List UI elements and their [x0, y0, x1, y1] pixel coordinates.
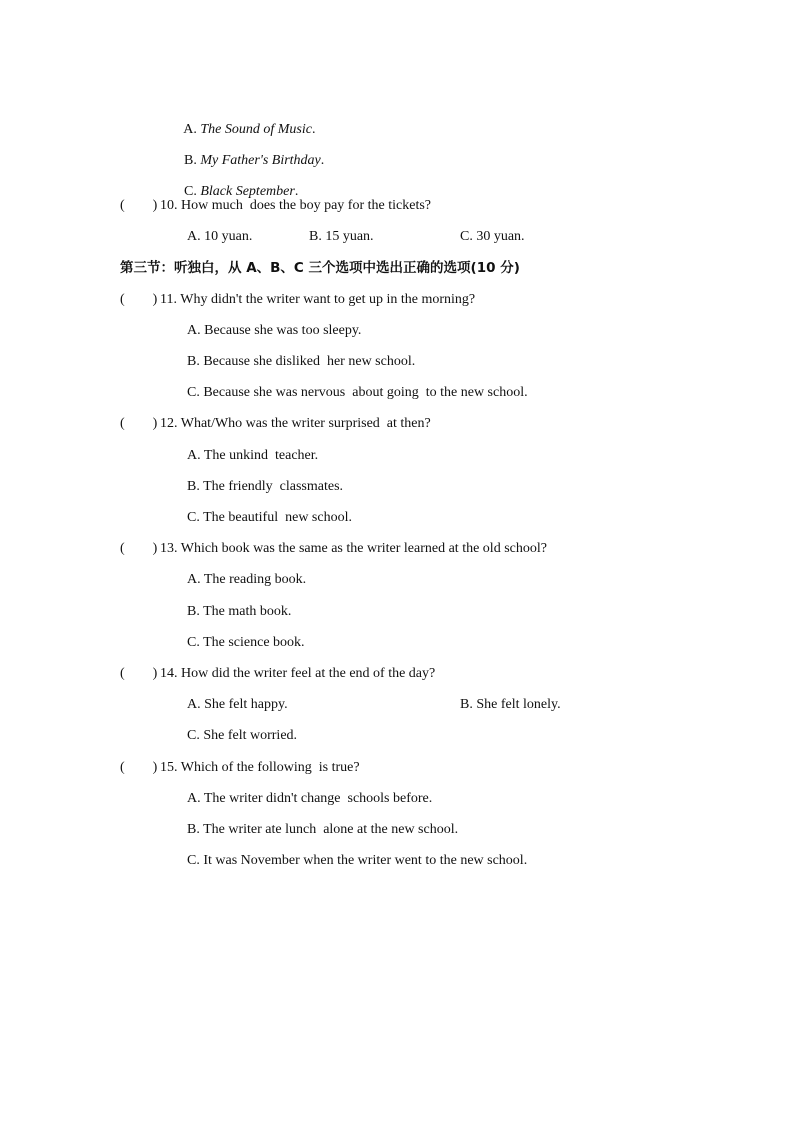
option: A. Because she was too sleepy.: [187, 323, 362, 338]
option: A. The unkind teacher.: [187, 448, 319, 463]
option: A. 10 yuan.: [187, 229, 253, 244]
question-stem: 14. How did the writer feel at the end of the day?: [160, 666, 436, 681]
option-title: Black September: [200, 184, 295, 199]
question-stem: 12. What/Who was the writer surprised at then?: [160, 416, 431, 431]
option: B. Because she disliked her new school.: [187, 354, 416, 369]
option: A. The writer didn't change schools before.: [187, 791, 433, 806]
option: A. She felt happy.: [187, 697, 288, 712]
answer-blank[interactable]: ( ): [120, 198, 158, 213]
option: B. The writer ate lunch alone at the new school.: [187, 822, 459, 837]
answer-blank[interactable]: ( ): [120, 666, 158, 681]
question-stem: 11. Why didn't the writer want to get up in the morning?: [160, 292, 476, 307]
option-suffix: .: [294, 184, 299, 199]
option-title: The Sound of Music: [200, 122, 312, 137]
option: C. Because she was nervous about going to the new school.: [187, 385, 528, 400]
option-suffix: .: [320, 153, 325, 168]
option: B. 15 yuan.: [309, 229, 374, 244]
option: C. The science book.: [187, 635, 305, 650]
option: C. It was November when the writer went to the new school.: [187, 853, 528, 868]
option: C. She felt worried.: [187, 728, 298, 743]
option-prefix: A.: [183, 122, 201, 137]
option: B. The friendly classmates.: [187, 479, 344, 494]
question-stem: 15. Which of the following is true?: [160, 760, 360, 775]
option: A. The reading book.: [187, 572, 307, 587]
option: C. The beautiful new school.: [187, 510, 352, 525]
option: C. 30 yuan.: [460, 229, 525, 244]
answer-blank[interactable]: ( ): [120, 416, 158, 431]
q9-option-c: [177, 165, 298, 201]
answer-blank[interactable]: ( ): [120, 760, 158, 775]
section-heading: 第三节：听独白，从 A、B、C 三个选项中选出正确的选项(10 分): [120, 260, 520, 276]
option-suffix: .: [311, 122, 316, 137]
option-prefix: C.: [184, 184, 201, 199]
option-title: My Father's Birthday: [200, 153, 321, 168]
answer-blank[interactable]: ( ): [120, 541, 158, 556]
option-prefix: B.: [184, 153, 201, 168]
question-stem: 10. How much does the boy pay for the tickets?: [160, 198, 431, 213]
question-stem: 13. Which book was the same as the writer learned at the old school?: [160, 541, 547, 556]
option: B. The math book.: [187, 604, 292, 619]
option: B. She felt lonely.: [460, 697, 561, 712]
answer-blank[interactable]: ( ): [120, 292, 158, 307]
